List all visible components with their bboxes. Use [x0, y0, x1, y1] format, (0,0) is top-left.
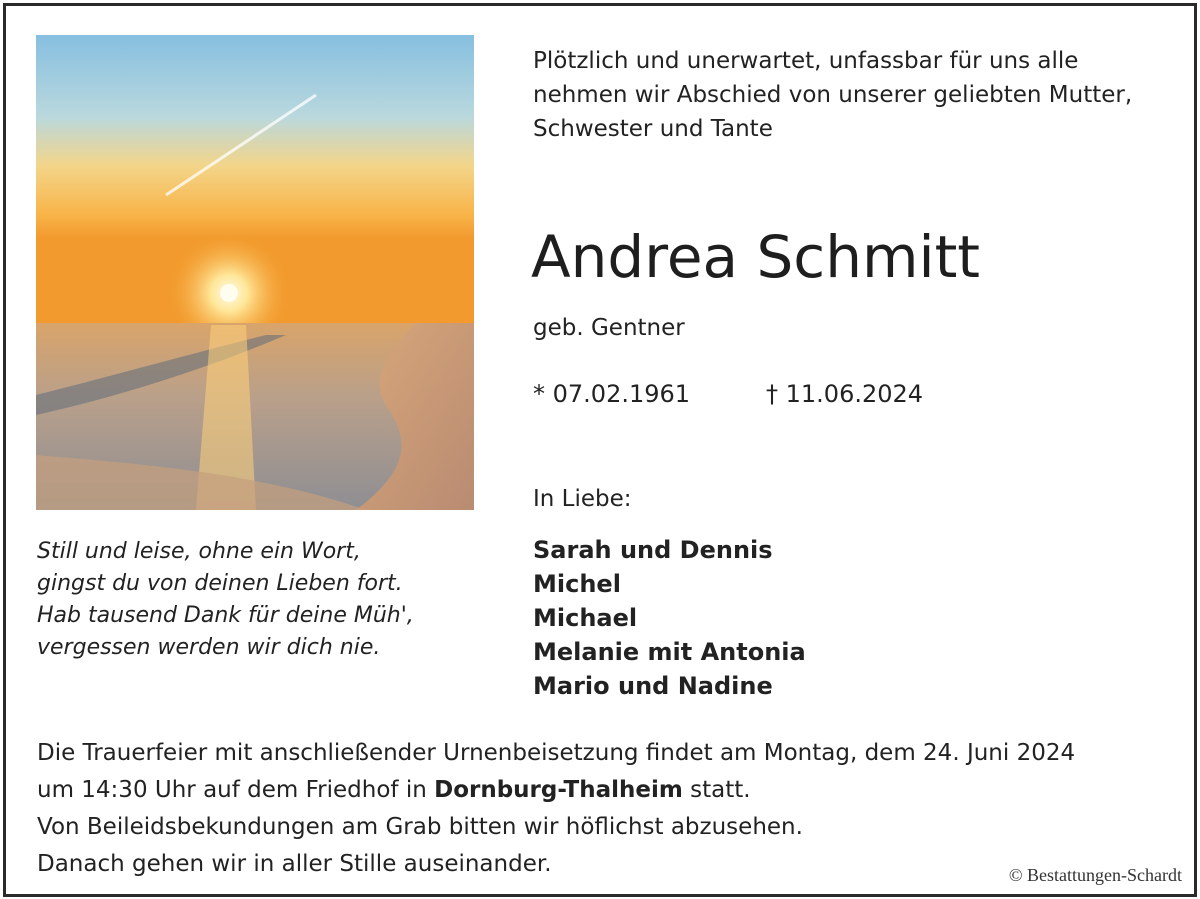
intro-line: nehmen wir Abschied von unserer geliebten Mutter, — [533, 82, 1133, 108]
funeral-info-line: Von Beileidsbekundungen am Grab bitten wir höflichst abzusehen. — [37, 814, 803, 840]
intro-line: Plötzlich und unerwartet, unfassbar für uns alle — [533, 48, 1079, 74]
sunset-beach-photo — [36, 35, 474, 510]
life-dates — [533, 377, 924, 411]
poem-line: gingst du von deinen Lieben fort. — [37, 571, 403, 596]
funeral-statt-text: statt. — [682, 777, 751, 803]
mourner-name: Michel — [533, 570, 621, 598]
mourner-name: Sarah und Dennis — [533, 536, 773, 564]
poem-line: vergessen werden wir dich nie. — [37, 635, 381, 660]
love-label: In Liebe: — [533, 486, 632, 512]
death-date: † 11.06.2024 — [766, 380, 924, 408]
mourner-name: Michael — [533, 604, 638, 632]
poem-line: Hab tausend Dank für deine Müh', — [37, 603, 414, 628]
funeral-info-line — [37, 772, 1075, 809]
birth-name: geb. Gentner — [533, 315, 685, 341]
mourner-name: Melanie mit Antonia — [533, 638, 806, 666]
funeral-time-text: um 14:30 Uhr auf dem Friedhof in — [37, 777, 435, 803]
deceased-name: Andrea Schmitt — [531, 223, 981, 291]
funeral-info-line: Danach gehen wir in aller Stille auseinander. — [37, 851, 552, 877]
funeral-info — [37, 735, 1075, 883]
funeral-info-line: Die Trauerfeier mit anschließender Urnenbeisetzung findet am Montag, dem 24. Juni 2024 — [37, 740, 1076, 766]
birth-date: * 07.02.1961 — [533, 380, 691, 408]
poem-line: Still und leise, ohne ein Wort, — [37, 539, 361, 564]
mourners-list — [533, 533, 806, 703]
intro-line: Schwester und Tante — [533, 116, 773, 142]
intro-text — [533, 44, 1132, 146]
mourner-name: Mario und Nadine — [533, 672, 773, 700]
funeral-place: Dornburg-Thalheim — [434, 777, 683, 803]
poem — [37, 536, 414, 664]
copyright-notice: © Bestattungen-Schardt — [1008, 865, 1182, 885]
